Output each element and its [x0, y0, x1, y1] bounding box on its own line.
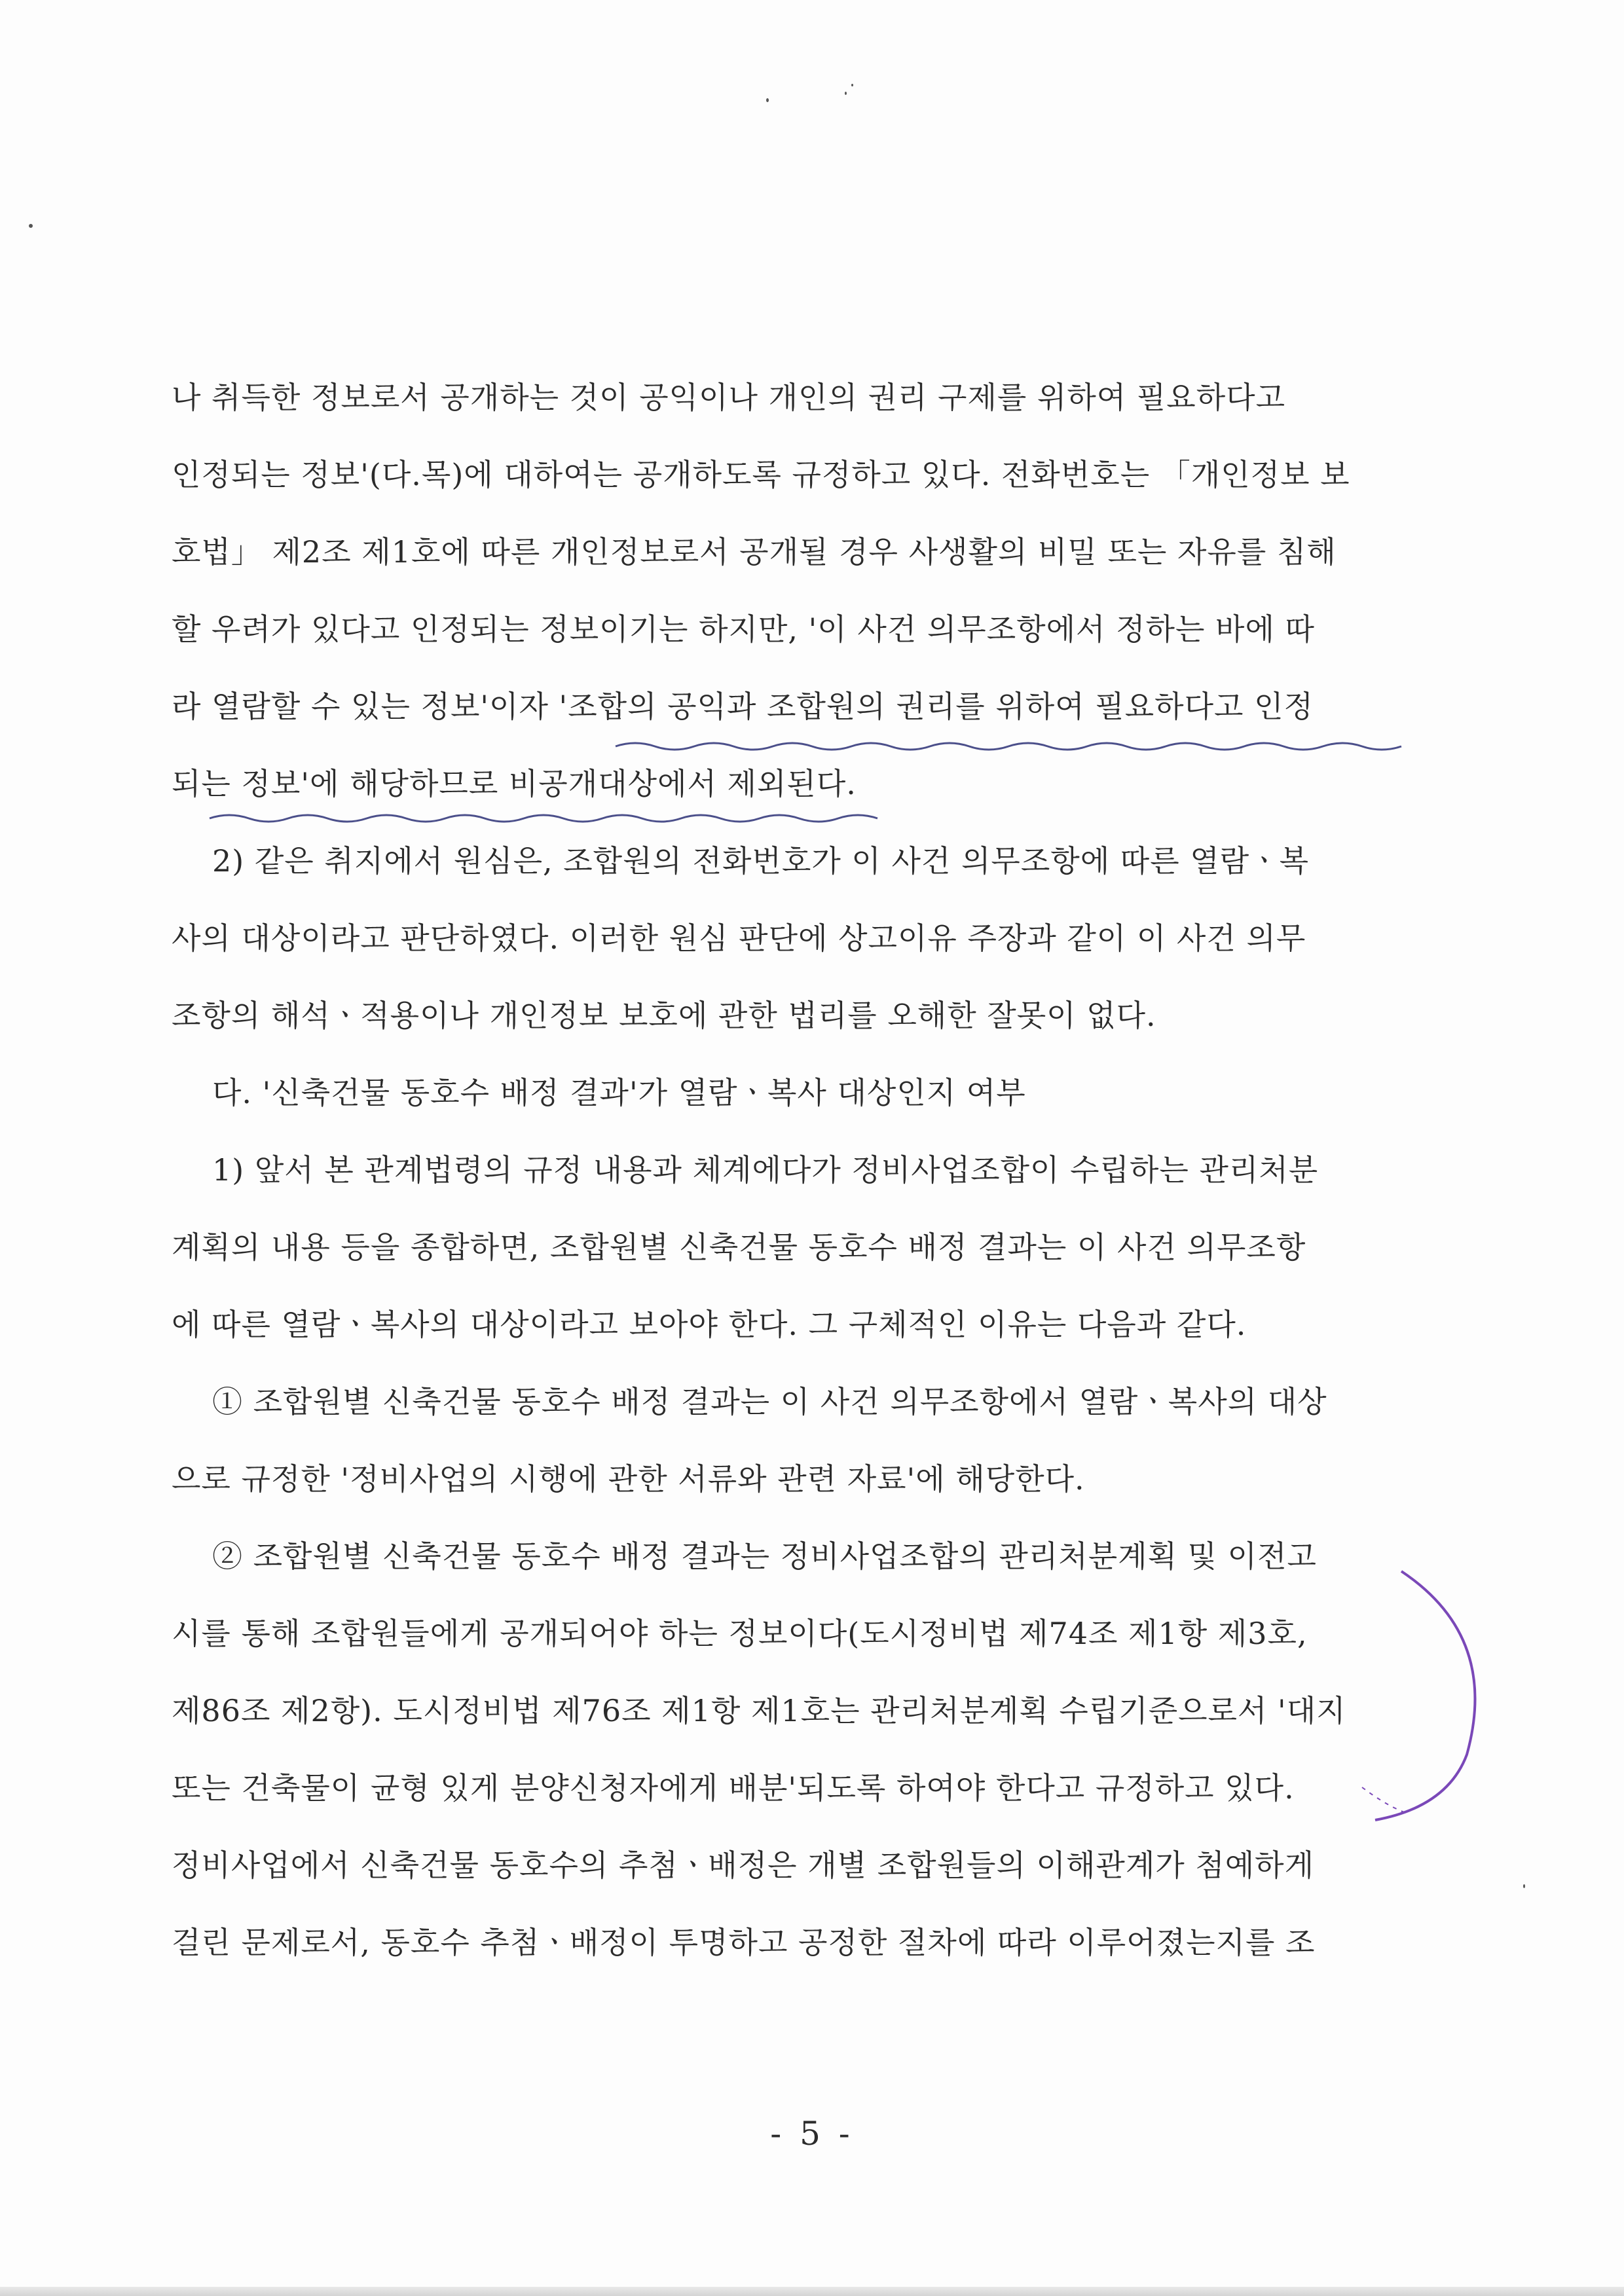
- text-line: 시를 통해 조합원들에게 공개되어야 하는 정보이다(도시정비법 제74조 제1항 제3호,: [172, 1616, 1308, 1651]
- page-number: - 5 -: [770, 2115, 854, 2153]
- text-line: 라 열람할 수 있는 정보'이자 '조합의 공익과 조합원의 권리를 위하여 필요하다고 인정: [172, 689, 1314, 724]
- text-line: 할 우려가 있다고 인정되는 정보이기는 하지만, '이 사건 의무조항에서 정하는 바에 따: [172, 611, 1315, 647]
- text-line: 되는 정보'에 해당하므로 비공개대상에서 제외된다.: [172, 766, 857, 801]
- text-line: 사의 대상이라고 판단하였다. 이러한 원심 판단에 상고이유 주장과 같이 이 사건 의무: [172, 920, 1306, 956]
- text-line: 제86조 제2항). 도시정비법 제76조 제1항 제1호는 관리처분계획 수립기준으로서 '대지: [172, 1693, 1346, 1728]
- text-line: 으로 규정한 '정비사업의 시행에 관한 서류와 관련 자료'에 해당한다.: [172, 1461, 1085, 1497]
- scan-speck: [845, 92, 847, 95]
- text-line: 나 취득한 정보로서 공개하는 것이 공익이나 개인의 권리 구제를 위하여 필요하다고: [172, 380, 1286, 415]
- scan-speck: [851, 84, 853, 86]
- text-line: 2) 같은 취지에서 원심은, 조합원의 전화번호가 이 사건 의무조항에 따른 열람ㆍ복: [212, 843, 1310, 879]
- section-heading: 다. '신축건물 동호수 배정 결과'가 열람ㆍ복사 대상인지 여부: [212, 1075, 1026, 1110]
- text-line: 호법」 제2조 제1호에 따른 개인정보로서 공개될 경우 사생활의 비밀 또는 자유를 침해: [172, 534, 1337, 570]
- text-line: 정비사업에서 신축건물 동호수의 추첨ㆍ배정은 개별 조합원들의 이해관계가 첨예하게: [172, 1848, 1315, 1883]
- text-line: 조항의 해석ㆍ적용이나 개인정보 보호에 관한 법리를 오해한 잘못이 없다.: [172, 998, 1156, 1033]
- text-line: 걸린 문제로서, 동호수 추첨ㆍ배정이 투명하고 공정한 절차에 따라 이루어졌는지를 조: [172, 1925, 1316, 1960]
- text-line: 에 따른 열람ㆍ복사의 대상이라고 보아야 한다. 그 구체적인 이유는 다음과 같다.: [172, 1307, 1247, 1342]
- scan-speck: [29, 224, 33, 228]
- text-line: ① 조합원별 신축건물 동호수 배정 결과는 이 사건 의무조항에서 열람ㆍ복사의 대상: [212, 1384, 1327, 1419]
- scan-speck: [1523, 1884, 1525, 1888]
- scan-speck: [766, 98, 769, 102]
- text-line: 인정되는 정보'(다.목)에 대하여는 공개하도록 규정하고 있다. 전화번호는 「개인정보 보: [172, 457, 1350, 492]
- text-line: ② 조합원별 신축건물 동호수 배정 결과는 정비사업조합의 관리처분계획 및 이전고: [212, 1539, 1317, 1574]
- body-text: [172, 359, 1455, 1981]
- text-line: 또는 건축물이 균형 있게 분양신청자에게 배분'되도록 하여야 한다고 규정하고 있다.: [172, 1770, 1295, 1806]
- scan-bottom-edge: [0, 2287, 1624, 2296]
- text-line: 1) 앞서 본 관계법령의 규정 내용과 체계에다가 정비사업조합이 수립하는 관리처분: [212, 1152, 1319, 1188]
- text-line: 계획의 내용 등을 종합하면, 조합원별 신축건물 동호수 배정 결과는 이 사건 의무조항: [172, 1230, 1306, 1265]
